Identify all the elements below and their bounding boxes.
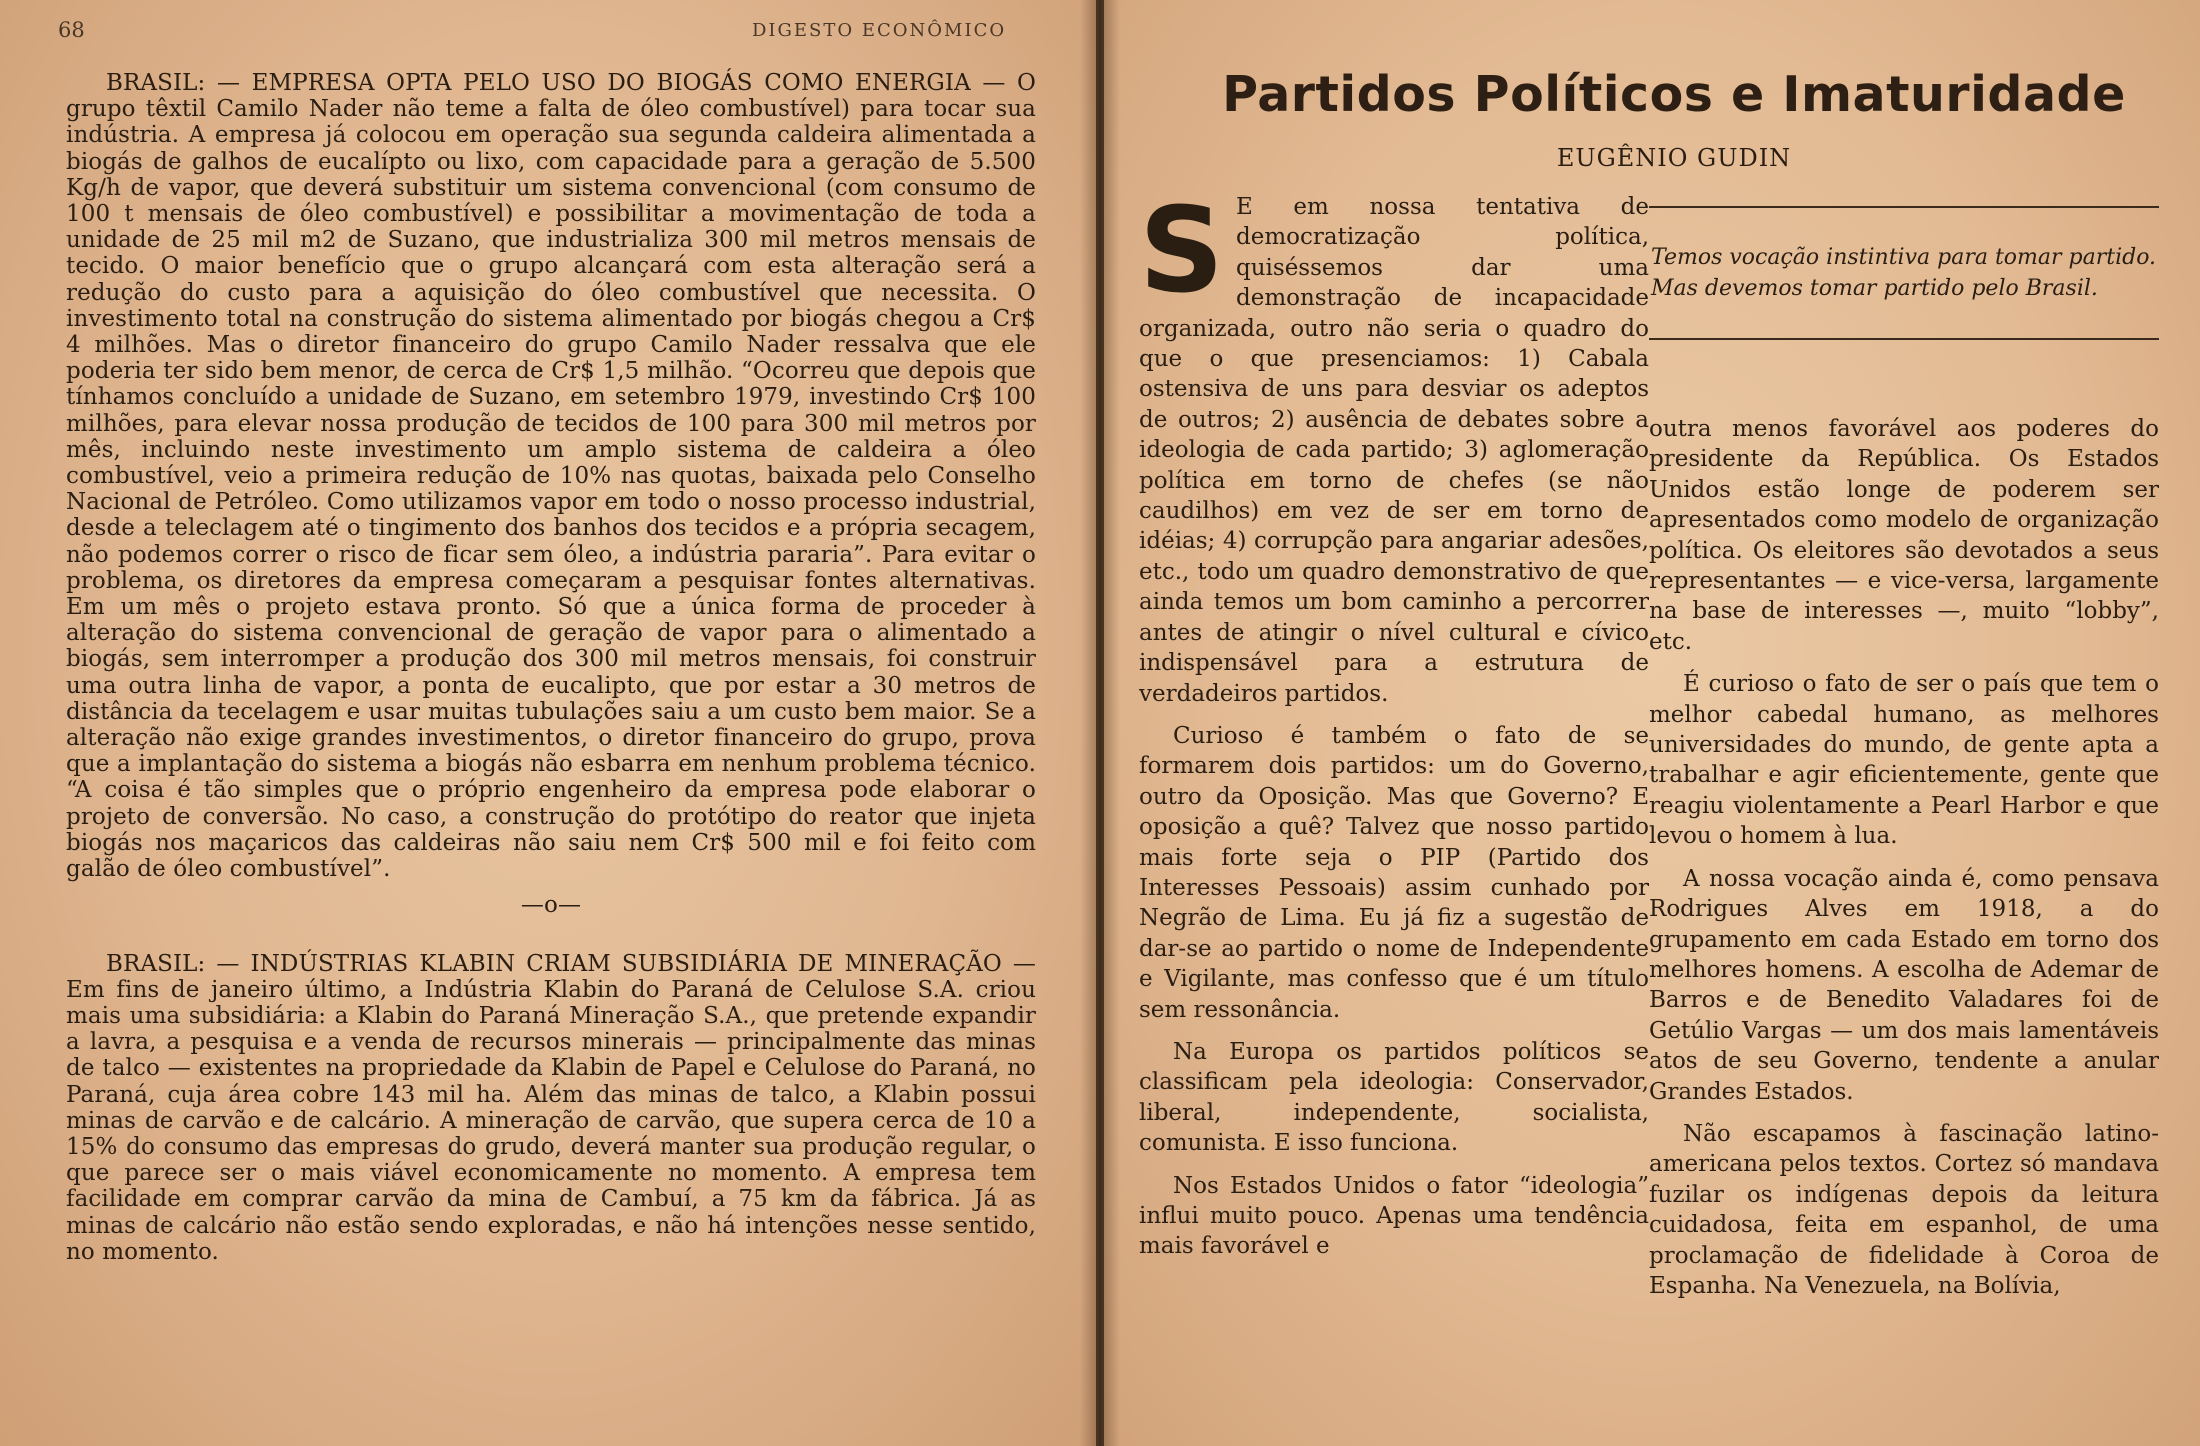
paragraph: Não escapamos à fascinação latino-americana pelos textos. Cortez só mandava fuzilar os indígenas depois da leitura cuidadosa, feita em espanhol, de uma proclamação de fidelidade à Coroa de Espanha. Na Venezuela, na Bolívia, [1649, 1120, 2159, 1299]
drop-cap: S [1139, 181, 1224, 319]
paragraph: É curioso o fato de ser o país que tem o melhor cabedal humano, as melhores universidades do mundo, de gente apta a trabalhar e agir eficientemente, gente que reagiu violentamente a Pearl Harbor e que levou o homem à lua. [1649, 671, 2159, 850]
section-separator: —o— [520, 892, 582, 919]
article-biogas: BRASIL: — EMPRESA OPTA PELO USO DO BIOGÁS COMO ENERGIA — O grupo têxtil Camilo Nader não teme a falta de óleo combustível) para tocar sua indústria. A empresa já colocou em operação sua segunda caldeira alimentada a biogás de galhos de eucalípto ou lixo, com capacidade para a geração de 5.500 Kg/h de vapor, que deverá substituir um sistema convencional (com consumo de 100 t mensais de óleo combustível) e possibilitar a movimentação de toda a unidade de 25 mil m2 de Suzano, que industrializa 300 mil metros mensais de tecido. O maior benefício que o grupo alcançará com esta alteração será a redução do custo para a aquisição do óleo combustível que necessita. O investimento total na construção do sistema alimentado por biogás chegou a Cr$ 4 milhões. Mas o diretor financeiro do grupo Camilo Nader ressalva que ele poderia ter sido bem menor, de cerca de Cr$ 1,5 milhão. “Ocorreu que depois que tínhamos concluído a unidade de Suzano, em setembro 1979, investindo Cr$ 100 milhões, para elevar nossa produção de tecidos de 100 para 300 mil metros por mês, incluindo neste investimento um amplo sistema de caldeira a óleo combustível, veio a primeira redução de 10% nas quotas, baixada pelo Conselho Nacional de Petróleo. Como utilizamos vapor em todo o nosso processo industrial, desde a teleclagem até o tingimento dos banhos dos tecidos e a própria secagem, não podemos correr o risco de ficar sem óleo, a indústria pararia”. Para evitar o problema, os diretores da empresa começaram a pesquisar fontes alternativas. Em um mês o projeto estava pronto. Só que a única forma de proceder à alteração do sistema convencional de geração de vapor para o alimentado a biogás, sem interromper a produção dos 300 mil metros mensais, foi construir uma outra linha de vapor, a ponta de eucalipto, que por estar a 30 metros de distância da tecelagem e usar muitas tubulações saiu a um custo bem maior. Se a alteração não exige grandes investimentos, o diretor financeiro do grupo, prova que a implantação do sistema a biogás não esbarra em nenhum problema técnico. “A coisa é tão simples que o próprio engenheiro da empresa pode elaborar o projeto de conversão. No caso, a construção do protótipo do reator que injeta biogás nos maçaricos das caldeiras não saiu nem Cr$ 500 mil e foi feito com galão de óleo combustível”. [66, 70, 1036, 883]
page-number: 68 [58, 18, 85, 42]
article-author: EUGÊNIO GUDIN [1556, 144, 1792, 172]
article-column-1 [1139, 181, 1649, 1274]
running-head: DIGESTO ECONÔMICO [752, 20, 1007, 41]
article-column-2 [1649, 414, 2159, 1313]
right-page [1104, 0, 2200, 1446]
book-gutter [1080, 0, 1120, 1446]
paragraph: outra menos favorável aos poderes do presidente da República. Os Estados Unidos estão longe de poderem ser apresentados como modelo de organização política. Os eleitores são devotados a seus representantes — e vice-versa, largamente na base de interesses —, muito “lobby”, etc. [1649, 416, 2159, 655]
paragraph: Curioso é também o fato de se formarem dois partidos: um do Governo, outro da Oposição. Mas que Governo? E oposição a quê? Talvez que nosso partido mais forte seja o PIP (Partido dos Interesses Pessoais) assim cunhado por Negrão de Lima. Eu já fiz a sugestão de dar-se ao partido o nome de Independente e Vigilante, mas confesso que é um título sem ressonância. [1139, 722, 1649, 1023]
news-column [66, 70, 1036, 1265]
pull-quote [1649, 206, 2159, 340]
pull-quote-text: Temos vocação instintiva para tomar partido. Mas devemos tomar partido pelo Brasil. [1651, 245, 2157, 301]
article-title: Partidos Políticos e Imaturidade [1222, 66, 2126, 123]
left-page [0, 0, 1096, 1446]
paragraph: Na Europa os partidos políticos se classificam pela ideologia: Conservador, liberal, independente, socialista, comunista. E isso funciona. [1139, 1038, 1649, 1157]
paragraph: A nossa vocação ainda é, como pensava Rodrigues Alves em 1918, a do grupamento em cada Estado em torno dos melhores homens. A escolha de Ademar de Barros e de Benedito Valadares foi de Getúlio Vargas — um dos mais lamentáveis atos de seu Governo, tendente a anular Grandes Estados. [1649, 865, 2159, 1105]
article-klabin: BRASIL: — INDÚSTRIAS KLABIN CRIAM SUBSIDIÁRIA DE MINERAÇÃO — Em fins de janeiro último, a Indústria Klabin do Paraná de Celulose S.A. criou mais uma subsidiária: a Klabin do Paraná Mineração S.A., que pretende expandir a lavra, a pesquisa e a venda de recursos minerais — principalmente das minas de talco — existentes na propriedade da Klabin de Papel e Celulose do Paraná, no Paraná, cuja área cobre 143 mil ha. Além das minas de talco, a Klabin possui minas de carvão e de calcário. A mineração de carvão, que supera cerca de 10 a 15% do consumo das empresas do grudo, deverá manter sua produção regular, o que parece ser o mais viável economicamente no momento. A empresa tem facilidade em comprar carvão da mina de Cambuí, a 75 km da fábrica. Já as minas de calcário não estão sendo exploradas, e não há intenções nesse sentido, no momento. [66, 950, 1036, 1265]
paragraph [1139, 181, 1649, 709]
paragraph: Nos Estados Unidos o fator “ideologia” influi muito pouco. Apenas uma tendência mais favorável e [1139, 1172, 1649, 1260]
paragraph-text: E em nossa tentativa de democratização política, quiséssemos dar uma demonstração de incapacidade organizada, outro não seria o quadro do que o que presenciamos: 1) Cabala ostensiva de uns para desviar os adeptos de outros; 2) ausência de debates sobre a ideologia de cada partido; 3) aglomeração política em torno de chefes (se não caudilhos) em vez de ser em torno de idéias; 4) corrupção para angariar adesões, etc., todo um quadro demonstrativo de que ainda temos um bom caminho a percorrer antes de atingir o nível cultural e cívico indispensável para a estrutura de verdadeiros partidos. [1139, 194, 1649, 707]
